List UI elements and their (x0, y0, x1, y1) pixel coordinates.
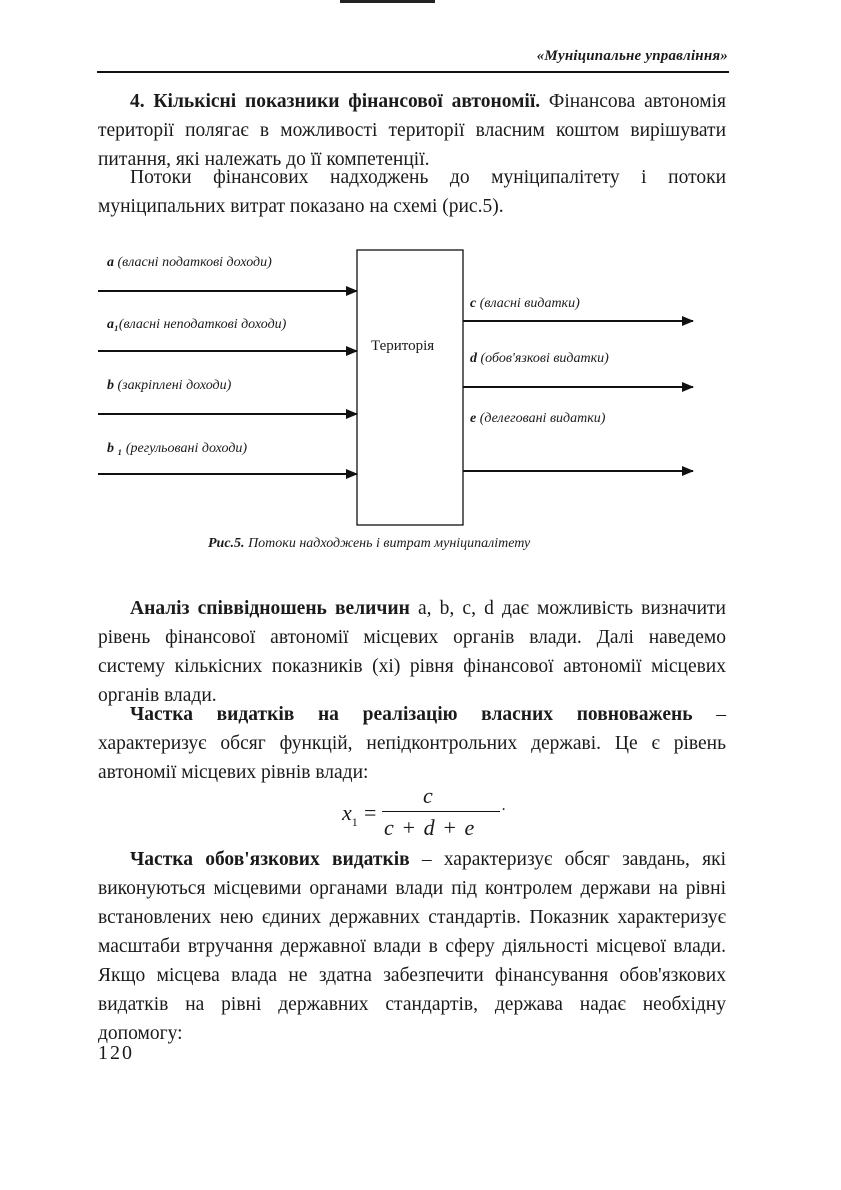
section-4-paragraph (98, 87, 726, 174)
formula-end: . (502, 797, 506, 814)
input-label-a: a (власні податкові доходи) (107, 255, 272, 270)
top-edge-mark (340, 0, 435, 3)
input-label-b: b (закріплені доходи) (107, 378, 232, 393)
own-powers-text: – характеризує обсяг функцій, непідконтрольних державі. Це є рівень автономії місцевих рівнів влади: (98, 704, 727, 783)
analysis-bold: Аналіз співвідношень величин (130, 598, 410, 619)
caption-text: Потоки надходжень і витрат муніципалітету (248, 536, 531, 551)
output-label-e: e (делеговані видатки) (470, 411, 606, 426)
figure-caption (208, 536, 530, 552)
fraction-bar (382, 811, 500, 812)
territory-box (357, 250, 463, 525)
running-header: «Муніципальне управління» (536, 48, 728, 64)
mandatory-bold: Частка обов'язкових видатків (130, 849, 410, 870)
section-4-text: Фінансова автономія території полягає в можливості території власним коштом вирішувати питання, які належать до її компетенції. (98, 91, 727, 170)
output-arrows (463, 321, 693, 471)
output-label-c: c (власні видатки) (470, 296, 580, 311)
analysis-text: a, b, c, d дає можливість визначити рівень фінансової автономії місцевих органів влади. Далі наведемо систему кількісних показників (xi) рівня фінансової автономії місцевих органів влади. (98, 598, 726, 706)
output-label-d: d (обов'язкові видатки) (470, 351, 609, 366)
formula-numerator: c (423, 783, 433, 808)
caption-number: Рис.5. (208, 536, 245, 551)
own-powers-paragraph (98, 700, 726, 787)
formula-subscript: 1 (351, 815, 358, 829)
formula-denominator: c + d + e (384, 815, 476, 840)
own-powers-bold: Частка видатків на реалізацію власних повноважень (130, 704, 693, 725)
territory-label: Територія (371, 338, 435, 354)
formula-lhs: $x_1$ (342, 800, 358, 829)
input-label-a1: a₁(власні неподаткові доходи) (107, 317, 287, 332)
analysis-paragraph (98, 594, 726, 710)
formula-equals: = (364, 800, 377, 825)
intro-text: Потоки фінансових надходжень до муніципалітету і потоки муніципальних витрат показано на схемі (рис.5). (98, 167, 726, 217)
formula-x1 (330, 783, 530, 843)
flow-diagram-svg (95, 245, 715, 545)
header-rule (97, 71, 729, 73)
input-label-b1: b ₁ (регульовані доходи) (107, 441, 248, 456)
figure-5-diagram (95, 245, 715, 545)
intro-paragraph (98, 163, 726, 221)
section-4-heading: 4. Кількісні показники фінансової автономії. (130, 91, 541, 112)
mandatory-text: – характеризує обсяг завдань, які виконуються місцевими органами влади під контролем держави на рівні встановлених нею єдиних державних стандартів. Показник характеризує масштаби втручання державної влади в сферу діяльності місцевої влади. Якщо місцева влада не здатна забезпечити фінансування обов'язкових видатків на рівні державних стандартів, держава надає необхідну допомогу: (98, 849, 726, 1044)
mandatory-paragraph (98, 845, 726, 1048)
page-number: 120 (98, 1042, 134, 1064)
